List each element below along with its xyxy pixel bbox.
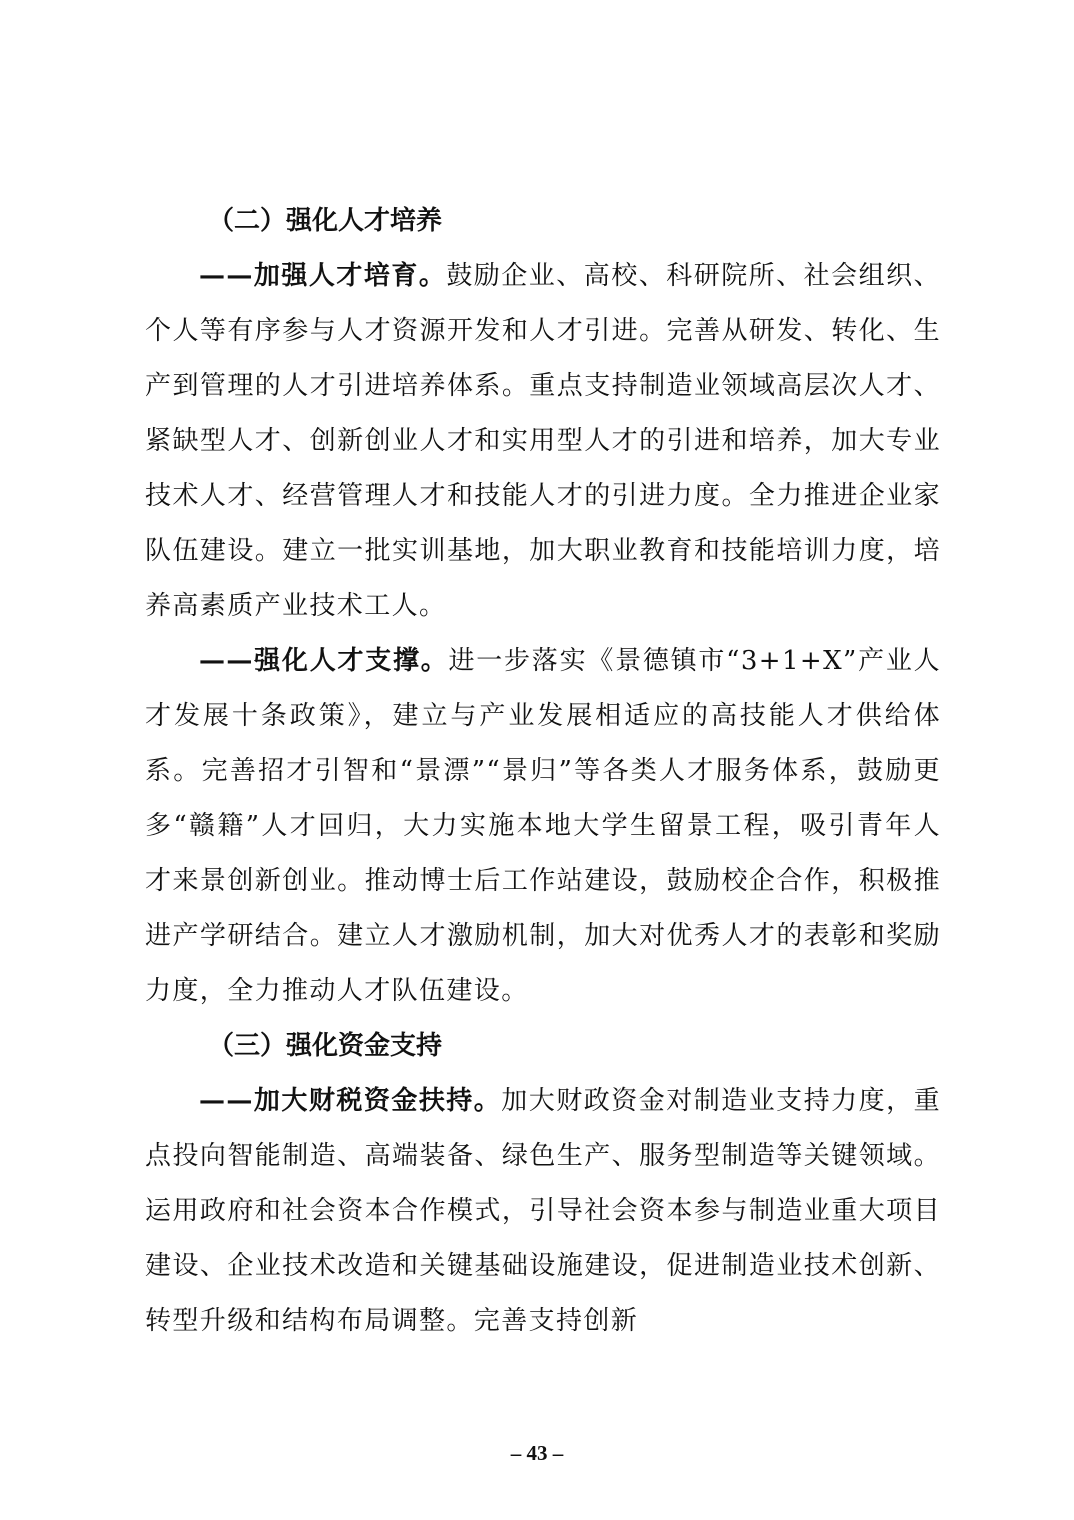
section-heading-funding: （三）强化资金支持 — [208, 1031, 443, 1061]
page-number: – 43 – — [510, 1441, 564, 1465]
paragraph-lead: ——加强人才培育。 — [199, 261, 447, 291]
document-body — [145, 194, 941, 1349]
paragraph-talent-support — [145, 634, 941, 1019]
paragraph-body: 鼓励企业、高校、科研院所、社会组织、个人等有序参与人才资源开发和人才引进。完善从研发、转化、生产到管理的人才引进培养体系。重点支持制造业领域高层次人才、紧缺型人才、创新创业人才和实用型人才的引进和培养，加大专业技术人才、经营管理人才和技能人才的引进力度。全力推进企业家队伍建设。建立一批实训基地，加大职业教育和技能培训力度，培养高素质产业技术工人。 — [145, 261, 942, 621]
section-heading-talent: （二）强化人才培养 — [208, 206, 443, 236]
paragraph-talent-cultivation — [145, 249, 941, 634]
paragraph-lead: ——强化人才支撑。 — [199, 646, 449, 676]
paragraph-body: 加大财政资金对制造业支持力度，重点投向智能制造、高端装备、绿色生产、服务型制造等关键领域。运用政府和社会资本合作模式，引导社会资本参与制造业重大项目建设、企业技术改造和关键基础设施建设，促进制造业技术创新、转型升级和结构布局调整。完善支持创新 — [145, 1086, 941, 1336]
paragraph-body: 进一步落实《景德镇市“3+1+X”产业人才发展十条政策》，建立与产业发展相适应的高技能人才供给体系。完善招才引智和“景漂”“景归”等各类人才服务体系，鼓励更多“赣籍”人才回归，大力实施本地大学生留景工程，吸引青年人才来景创新创业。推动博士后工作站建设，鼓励校企合作，积极推进产学研结合。建立人才激励机制，加大对优秀人才的表彰和奖励力度，全力推动人才队伍建设。 — [145, 646, 941, 1006]
paragraph-lead: ——加大财税资金扶持。 — [199, 1086, 502, 1116]
paragraph-fiscal-support — [145, 1074, 941, 1349]
